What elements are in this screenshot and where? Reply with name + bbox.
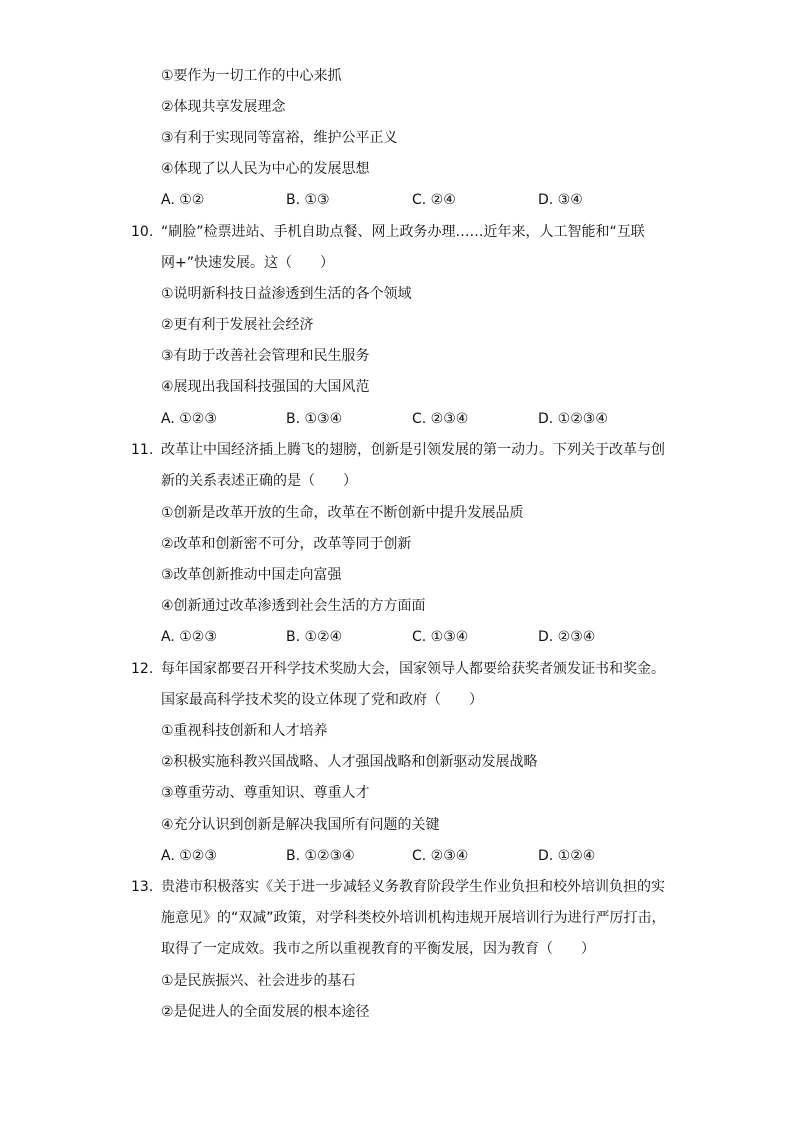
q12-number: 12. xyxy=(131,661,154,677)
q11-item-4: ④创新通过改革渗透到社会生活的方方面面 xyxy=(161,598,426,614)
q12-option-a: A. ①②③ xyxy=(161,848,217,864)
q11-option-d: D. ②③④ xyxy=(538,629,596,645)
q10-option-a: A. ①②③ xyxy=(161,411,217,427)
q13-number: 13. xyxy=(131,879,154,895)
q13-item-2: ②是促进人的全面发展的根本途径 xyxy=(161,1004,370,1020)
q13-stem-2: 施意见》的“双减”政策，对学科类校外培训机构违规开展培训行为进行严厉打击， xyxy=(161,910,666,926)
q11-item-3: ③改革创新推动中国走向富强 xyxy=(161,567,342,583)
q9-item-4: ④体现了以人民为中心的发展思想 xyxy=(161,161,370,177)
q13-stem-3: 取得了一定成效。我市之所以重视教育的平衡发展，因为教育（ ） xyxy=(161,941,595,957)
q12-item-4: ④充分认识到创新是解决我国所有问题的关键 xyxy=(161,817,440,833)
q12-item-2: ②积极实施科教兴国战略、人才强国战略和创新驱动发展战略 xyxy=(161,754,538,770)
q10-item-2: ②更有利于发展社会经济 xyxy=(161,317,314,333)
q9-option-c: C. ②④ xyxy=(412,192,456,208)
q11-stem-1: 改革让中国经济插上腾飞的翅膀，创新是引领发展的第一动力。下列关于改革与创 xyxy=(161,442,665,458)
q10-option-b: B. ①③④ xyxy=(286,411,343,427)
q12-item-3: ③尊重劳动、尊重知识、尊重人才 xyxy=(161,785,370,801)
q9-item-1: ①要作为一切工作的中心来抓 xyxy=(161,68,342,84)
q11-option-c: C. ①③④ xyxy=(412,629,469,645)
q13-stem-1: 贵港市积极落实《关于进一步减轻义务教育阶段学生作业负担和校外培训负担的实 xyxy=(161,879,665,895)
q9-option-b: B. ①③ xyxy=(286,192,330,208)
q10-option-c: C. ②③④ xyxy=(412,411,469,427)
q9-option-a: A. ①② xyxy=(161,192,205,208)
q9-item-3: ③有利于实现同等富裕，维护公平正义 xyxy=(161,130,398,146)
q10-item-4: ④展现出我国科技强国的大国风范 xyxy=(161,379,370,395)
q10-stem-1: “刷脸”检票进站、手机自助点餐、网上政务办理……近年来，人工智能和“互联 xyxy=(161,224,645,240)
q11-option-b: B. ①②④ xyxy=(286,629,343,645)
q12-option-b: B. ①②③④ xyxy=(286,848,355,864)
q11-item-1: ①创新是改革开放的生命，改革在不断创新中提升发展品质 xyxy=(161,505,524,521)
q11-option-a: A. ①②③ xyxy=(161,629,217,645)
q12-stem-2: 国家最高科学技术奖的设立体现了党和政府（ ） xyxy=(161,692,483,708)
q10-stem-2: 网+”快速发展。这（ ） xyxy=(161,255,334,271)
q12-stem-1: 每年国家都要召开科学技术奖励大会，国家领导人都要给获奖者颁发证书和奖金。 xyxy=(161,661,665,677)
q12-item-1: ①重视科技创新和人才培养 xyxy=(161,723,328,739)
q10-item-3: ③有助于改善社会管理和民生服务 xyxy=(161,348,370,364)
q10-item-1: ①说明新科技日益渗透到生活的各个领域 xyxy=(161,286,412,302)
q9-option-d: D. ③④ xyxy=(538,192,583,208)
q11-item-2: ②改革和创新密不可分，改革等同于创新 xyxy=(161,536,412,552)
q10-option-d: D. ①②③④ xyxy=(538,411,608,427)
q12-option-d: D. ①②④ xyxy=(538,848,596,864)
q11-stem-2: 新的关系表述正确的是（ ） xyxy=(161,473,357,489)
q11-number: 11. xyxy=(131,442,154,458)
q13-item-1: ①是民族振兴、社会进步的基石 xyxy=(161,973,356,989)
q10-number: 10. xyxy=(131,224,154,240)
q12-option-c: C. ②③④ xyxy=(412,848,469,864)
q9-item-2: ②体现共享发展理念 xyxy=(161,99,286,115)
